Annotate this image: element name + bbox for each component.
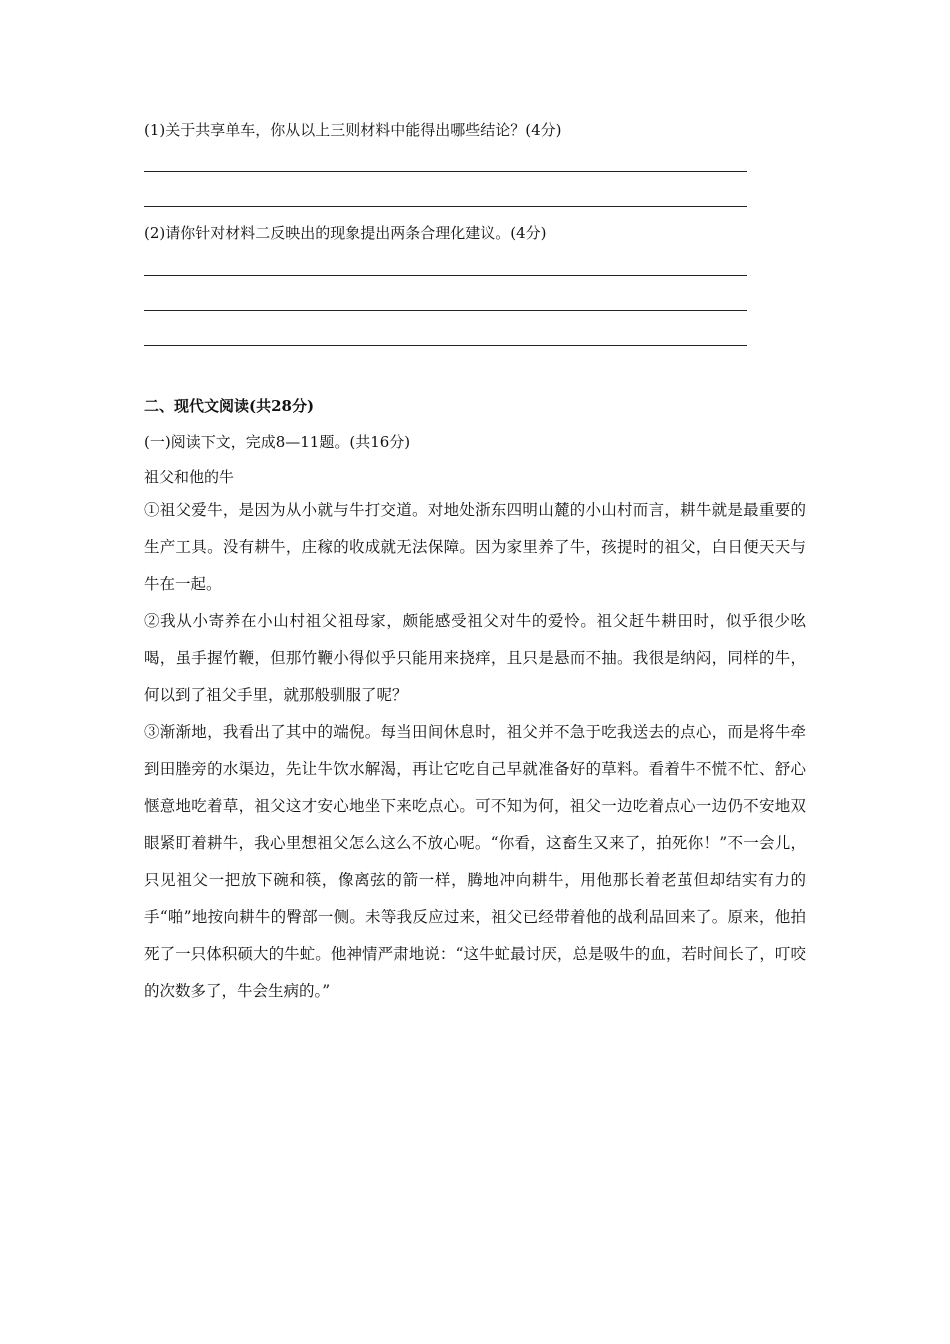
section-heading: 二、现代文阅读(共28分) bbox=[144, 397, 315, 415]
answer-line-2c[interactable] bbox=[144, 345, 747, 346]
answer-line-2b[interactable] bbox=[144, 310, 747, 311]
reading-instruction: (一)阅读下文，完成8—11题。(共16分) bbox=[144, 433, 411, 451]
answer-line-1a[interactable] bbox=[144, 171, 747, 172]
passage-title: 祖父和他的牛 bbox=[144, 468, 235, 486]
passage-paragraph-3: ③渐渐地，我看出了其中的端倪。每当田间休息时，祖父并不急于吃我送去的点心，而是将牛牵到田塍旁的水渠边，先让牛饮水解渴，再让它吃自己早就准备好的草料。看着牛不慌不忙、舒心惬意地吃着草，祖父这才安心地坐下来吃点心。可不知为何，祖父一边吃着点心一边仍不安地双眼紧盯着耕牛，我心里想祖父怎么这么不放心呢。“你看，这畜生又来了，拍死你！”不一会儿，只见祖父一把放下碗和筷，像离弦的箭一样，腾地冲向耕牛，用他那长着老茧但却结实有力的手“啪”地按向耕牛的臀部一侧。未等我反应过来，祖父已经带着他的战利品回来了。原来，他拍死了一只体积硕大的牛虻。他神情严肃地说：“这牛虻最讨厌，总是吸牛的血，若时间长了，叮咬的次数多了，牛会生病的。” bbox=[144, 723, 806, 1000]
answer-line-1b[interactable] bbox=[144, 206, 747, 207]
passage-paragraph-1: ①祖父爱牛，是因为从小就与牛打交道。对地处浙东四明山麓的小山村而言，耕牛就是最重要的生产工具。没有耕牛，庄稼的收成就无法保障。因为家里养了牛，孩提时的祖父，白日便天天与牛在一起。 bbox=[144, 501, 806, 593]
passage-paragraph-2: ②我从小寄养在小山村祖父祖母家，颇能感受祖父对牛的爱怜。祖父赶牛耕田时，似乎很少吆喝，虽手握竹鞭，但那竹鞭小得似乎只能用来挠痒，且只是悬而不抽。我很是纳闷，同样的牛，何以到了祖父手里，就那般驯服了呢？ bbox=[144, 612, 806, 704]
question-1: (1)关于共享单车，你从以上三则材料中能得出哪些结论？(4分) bbox=[144, 121, 562, 139]
question-2: (2)请你针对材料二反映出的现象提出两条合理化建议。(4分) bbox=[144, 224, 547, 242]
answer-line-2a[interactable] bbox=[144, 275, 747, 276]
